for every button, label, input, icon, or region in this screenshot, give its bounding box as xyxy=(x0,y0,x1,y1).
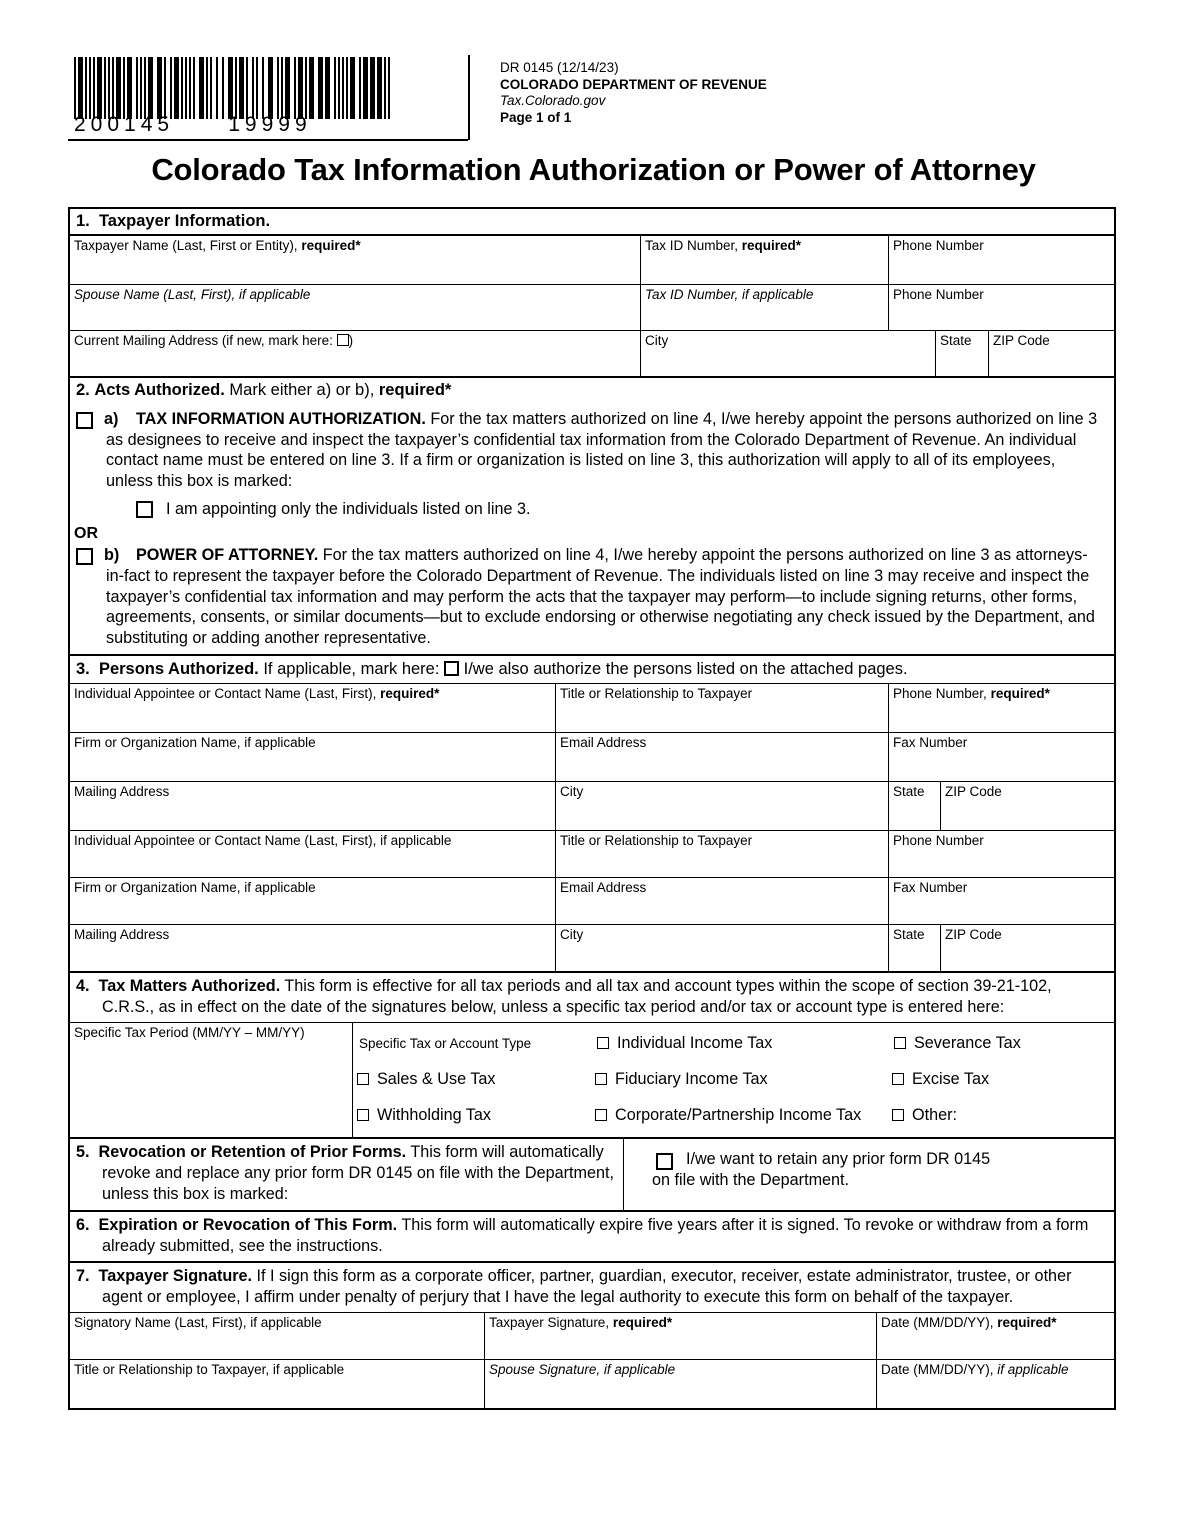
appointee1-name-required: required* xyxy=(380,686,440,702)
spouse-phone-field[interactable] xyxy=(888,285,1114,330)
section1-row-1 xyxy=(70,234,1114,284)
section7-line1: If I sign this form as a corporate officer, partner, guardian, executor, receiver, estate administrator, xyxy=(252,1267,953,1286)
individual-income-tax-checkbox[interactable] xyxy=(597,1037,609,1049)
appointee1-address-field[interactable] xyxy=(70,782,555,830)
appointee2-fax-field[interactable] xyxy=(888,878,1114,924)
appointee1-row-3 xyxy=(70,781,1114,830)
excise-tax-label: Excise Tax xyxy=(912,1069,990,1088)
fiduciary-income-tax-label: Fiduciary Income Tax xyxy=(615,1069,768,1088)
section7-line2: trustee, or other agent or employee, I affirm under penalty of perjury that I have the legal authority to execute this form xyxy=(102,1267,1072,1307)
signatory-name-field[interactable] xyxy=(70,1313,484,1359)
state-field[interactable] xyxy=(935,331,988,376)
section3-tail: I/we also authorize the persons listed on the attached pages. xyxy=(459,660,908,679)
appointee1-phone-field[interactable] xyxy=(888,684,1114,732)
tax-info-authorization-checkbox[interactable] xyxy=(76,412,93,429)
section4-table xyxy=(70,1022,1114,1137)
new-address-checkbox[interactable] xyxy=(337,334,349,346)
section5-line3: on file with the Department, unless this box is marked: xyxy=(102,1164,614,1204)
zip-label: ZIP Code xyxy=(993,333,1050,348)
appointee1-zip-label: ZIP Code xyxy=(945,784,1002,800)
section1-row-2 xyxy=(70,284,1114,330)
zip-field[interactable] xyxy=(988,331,1114,376)
attached-pages-checkbox[interactable] xyxy=(444,661,459,676)
other-tax-checkbox[interactable] xyxy=(892,1109,904,1121)
appointee1-email-label: Email Address xyxy=(560,735,647,751)
appointee2-name-field[interactable] xyxy=(70,831,555,877)
appointing-only-individuals-label: I am appointing only the individuals listed on line 3. xyxy=(166,500,531,519)
section1-number: 1. xyxy=(76,212,90,230)
option-b-letter: b) xyxy=(104,546,120,565)
option-b-body: For the tax matters authorized on line 4, I/we hereby appoint the persons authorized on line 3 as attorneys-in-fact to represent the taxpayer before the Colorado Department of Revenue. The individuals listed on line 3 may receive and inspect the taxpayer’s confidential tax information and may perform the acts that the taxpayer may perform—to include signing returns, other forms, agreements, consents, or similar documents—but to exclude endorsing or otherwise negotiating any check issued by the Department, and substituting or adding another representative. xyxy=(106,546,1095,647)
specific-tax-type-label: Specific Tax or Account Type xyxy=(359,1035,532,1051)
appointee2-city-label: City xyxy=(560,927,584,943)
corporate-partnership-income-tax-option[interactable] xyxy=(595,1106,892,1125)
section1-heading xyxy=(70,209,1114,234)
withholding-tax-checkbox[interactable] xyxy=(357,1109,369,1121)
appointee2-firm-label: Firm or Organization Name, if applicable xyxy=(74,880,316,896)
section4-line1: This form is effective for all tax periods and all tax and account types within the scope of xyxy=(280,977,914,996)
appointee1-city-field[interactable] xyxy=(555,782,888,830)
barcode-number: 200145 19999 xyxy=(74,113,312,136)
excise-tax-option[interactable] xyxy=(892,1070,1114,1089)
signature-row-1 xyxy=(70,1312,1114,1359)
appointee2-row-3 xyxy=(70,924,1114,971)
section4-heading xyxy=(70,971,1114,1022)
taxpayer-taxid-field[interactable] xyxy=(640,236,888,284)
taxpayer-name-label: Taxpayer Name (Last, First or Entity), xyxy=(74,238,302,253)
section3-title: Persons Authorized. xyxy=(98,660,259,679)
fiduciary-income-tax-checkbox[interactable] xyxy=(595,1073,607,1085)
appointee1-name-label: Individual Appointee or Contact Name (Last, First), xyxy=(74,686,381,702)
appointee2-state-label: State xyxy=(893,927,925,943)
page-title: Colorado Tax Information Authorization or Power of Attorney xyxy=(151,152,1036,187)
appointee2-zip-field[interactable] xyxy=(940,925,1114,971)
appointee1-title-label: Title or Relationship to Taxpayer xyxy=(560,686,753,702)
appointee1-fax-field[interactable] xyxy=(888,733,1114,781)
appointee2-row-1 xyxy=(70,830,1114,877)
appointee1-phone-required: required* xyxy=(990,686,1050,702)
section4-number: 4. xyxy=(76,977,90,996)
form-body xyxy=(68,207,1116,1410)
retain-prior-form-label-line1: I/we want to retain any prior form DR 0145 xyxy=(686,1150,991,1169)
appointee2-city-field[interactable] xyxy=(555,925,888,971)
appointee2-email-label: Email Address xyxy=(560,880,647,896)
header-text-block xyxy=(500,60,767,126)
section2-number: 2. xyxy=(76,381,90,399)
spouse-signature-label: Spouse Signature, if applicable xyxy=(489,1362,676,1378)
section1-title: Taxpayer Information. xyxy=(98,212,271,230)
corporate-partnership-income-tax-checkbox[interactable] xyxy=(595,1109,607,1121)
signature-date-required: required* xyxy=(997,1315,1057,1331)
appointee1-state-label: State xyxy=(893,784,925,800)
section3-number: 3. xyxy=(76,660,90,679)
acts-option-a xyxy=(106,409,1104,491)
page-info: Page 1 of 1 xyxy=(500,109,572,125)
acts-option-b xyxy=(106,545,1104,648)
section5-title: Revocation or Retention of Prior Forms. xyxy=(98,1143,407,1162)
barcode-block xyxy=(68,55,470,140)
appointee2-fax-label: Fax Number xyxy=(893,880,968,896)
tax-type-checkbox-grid xyxy=(353,1023,1114,1137)
specific-tax-period-label: Specific Tax Period (MM/YY – MM/YY) xyxy=(74,1025,305,1041)
appointee1-name-field[interactable] xyxy=(70,684,555,732)
section4-line3: account type is entered here: xyxy=(795,998,1005,1017)
section5-line2: automatically revoke and replace any prior form DR 0145 xyxy=(102,1143,604,1183)
taxpayer-phone-label: Phone Number xyxy=(893,238,984,253)
appointee2-state-field[interactable] xyxy=(888,925,940,971)
appointee2-phone-label: Phone Number xyxy=(893,833,984,849)
retain-prior-form-label-line2: on file with the Department. xyxy=(652,1171,850,1190)
appointee1-address-label: Mailing Address xyxy=(74,784,170,800)
option-a-letter: a) xyxy=(104,410,119,428)
appointee2-row-2 xyxy=(70,877,1114,924)
appointee1-fax-label: Fax Number xyxy=(893,735,968,751)
appointee1-city-label: City xyxy=(560,784,584,800)
appointee2-title-field[interactable] xyxy=(555,831,888,877)
section6-title: Expiration or Revocation of This Form. xyxy=(98,1216,398,1235)
signature-date-field[interactable] xyxy=(876,1313,1114,1359)
taxpayer-signature-field[interactable] xyxy=(484,1313,876,1359)
individual-income-tax-label: Individual Income Tax xyxy=(617,1033,773,1052)
corporate-partnership-income-tax-label: Corporate/Partnership Income Tax xyxy=(615,1105,862,1124)
sales-use-tax-option[interactable] xyxy=(357,1070,595,1089)
retain-prior-form-checkbox[interactable] xyxy=(656,1153,673,1170)
signature-row-2 xyxy=(70,1359,1114,1408)
spouse-name-label: Spouse Name (Last, First), if applicable xyxy=(74,287,311,302)
appointee1-title-field[interactable] xyxy=(555,684,888,732)
taxpayer-name-field[interactable] xyxy=(70,236,640,284)
severance-tax-label: Severance Tax xyxy=(914,1033,1021,1052)
section2-heading xyxy=(70,378,1114,404)
appointee1-zip-field[interactable] xyxy=(940,782,1114,830)
barcode-image xyxy=(74,57,394,119)
signature-date-label: Date (MM/DD/YY), xyxy=(881,1315,998,1331)
specific-tax-period-field[interactable] xyxy=(70,1023,353,1137)
signatory-title-label: Title or Relationship to Taxpayer, if applicable xyxy=(74,1362,345,1378)
agency-website: Tax.Colorado.gov xyxy=(500,93,606,108)
individual-income-tax-option[interactable] xyxy=(597,1034,894,1053)
tax-type-row-2 xyxy=(357,1061,1114,1097)
withholding-tax-option[interactable] xyxy=(357,1106,595,1125)
tax-type-row-1 xyxy=(357,1025,1114,1061)
taxpayer-name-required: required* xyxy=(301,238,361,253)
section6 xyxy=(70,1210,1114,1261)
taxpayer-phone-field[interactable] xyxy=(888,236,1114,284)
sales-use-tax-checkbox[interactable] xyxy=(357,1073,369,1085)
appointee2-name-label: Individual Appointee or Contact Name (Last, First), if applicable xyxy=(74,833,452,849)
section7-heading xyxy=(70,1261,1114,1312)
appointee1-phone-label: Phone Number, xyxy=(893,686,991,702)
appointee2-address-field[interactable] xyxy=(70,925,555,971)
state-label: State xyxy=(940,333,972,348)
appointee1-state-field[interactable] xyxy=(888,782,940,830)
city-label: City xyxy=(645,333,669,348)
section5-number: 5. xyxy=(76,1143,90,1162)
signatory-name-label: Signatory Name (Last, First), if applicable xyxy=(74,1315,322,1331)
signatory-title-field[interactable] xyxy=(70,1360,484,1408)
severance-tax-option[interactable] xyxy=(894,1034,1114,1053)
barcode-underline xyxy=(68,139,468,141)
appointing-only-individuals-row xyxy=(166,499,1114,519)
spouse-name-field[interactable] xyxy=(70,285,640,330)
taxpayer-taxid-required: required* xyxy=(741,238,802,253)
section6-number: 6. xyxy=(76,1216,90,1235)
section2 xyxy=(70,376,1114,654)
other-tax-option[interactable] xyxy=(892,1106,1114,1125)
spouse-taxid-label: Tax ID Number, if applicable xyxy=(645,287,814,302)
spouse-date-label: Date (MM/DD/YY), xyxy=(881,1362,998,1378)
appointee1-row-2 xyxy=(70,732,1114,781)
option-a-lead: TAX INFORMATION AUTHORIZATION. xyxy=(136,410,426,428)
agency-name: COLORADO DEPARTMENT OF REVENUE xyxy=(500,76,767,92)
other-tax-label: Other: xyxy=(912,1105,957,1124)
section5 xyxy=(70,1137,1114,1210)
taxpayer-signature-required: required* xyxy=(612,1315,673,1331)
section4-line2: section 39-21-102, C.R.S., as in effect on the date of the signatures below, unless a specific tax period and/or tax or xyxy=(102,977,1052,1017)
taxpayer-taxid-label: Tax ID Number, xyxy=(645,238,742,253)
appointee2-phone-field[interactable] xyxy=(888,831,1114,877)
section3-mid: If applicable, mark here: xyxy=(258,660,445,679)
spouse-signature-date-field[interactable] xyxy=(876,1360,1114,1408)
appointee1-firm-field[interactable] xyxy=(70,733,555,781)
tax-type-row-3 xyxy=(357,1097,1114,1133)
spouse-taxid-field[interactable] xyxy=(640,285,888,330)
form-number: DR 0145 (12/14/23) xyxy=(500,60,619,75)
withholding-tax-label: Withholding Tax xyxy=(377,1105,491,1124)
taxpayer-signature-label: Taxpayer Signature, xyxy=(489,1315,613,1331)
appointee1-row-1 xyxy=(70,683,1114,732)
excise-tax-checkbox[interactable] xyxy=(892,1073,904,1085)
section5-line1: This form will xyxy=(406,1143,505,1162)
section7-line3: on behalf of the taxpayer. xyxy=(831,1288,1014,1307)
appointee2-email-field[interactable] xyxy=(555,878,888,924)
spouse-phone-label: Phone Number xyxy=(893,287,984,302)
spouse-signature-field[interactable] xyxy=(484,1360,876,1408)
section5-description xyxy=(70,1139,624,1210)
appointee2-title-label: Title or Relationship to Taxpayer xyxy=(560,833,753,849)
mailing-address-field[interactable] xyxy=(70,331,640,376)
section2-required: required* xyxy=(378,381,452,399)
section7-number: 7. xyxy=(76,1267,90,1286)
appointing-only-individuals-checkbox[interactable] xyxy=(136,501,153,518)
power-of-attorney-checkbox[interactable] xyxy=(76,548,93,565)
sales-use-tax-label: Sales & Use Tax xyxy=(377,1069,496,1088)
mailing-address-label: Current Mailing Address (if new, mark here: xyxy=(74,333,337,348)
section7-title: Taxpayer Signature. xyxy=(98,1267,253,1286)
appointee2-address-label: Mailing Address xyxy=(74,927,170,943)
section6-line2: To revoke or withdraw from a form already submitted, see the instructions. xyxy=(102,1216,1089,1256)
city-field[interactable] xyxy=(640,331,935,376)
section4-title: Tax Matters Authorized. xyxy=(98,977,281,996)
appointee1-email-field[interactable] xyxy=(555,733,888,781)
fiduciary-income-tax-option[interactable] xyxy=(595,1070,892,1089)
section3-heading xyxy=(70,654,1114,683)
section2-title: Acts Authorized. xyxy=(94,381,225,399)
section1-row-3 xyxy=(70,330,1114,376)
option-b-lead: POWER OF ATTORNEY. xyxy=(136,546,319,565)
section2-subtitle: Mark either a) or b), xyxy=(224,381,379,399)
form-header xyxy=(68,55,1120,140)
appointee2-zip-label: ZIP Code xyxy=(945,927,1002,943)
or-separator: OR xyxy=(74,525,98,543)
appointee2-firm-field[interactable] xyxy=(70,878,555,924)
section6-line1: This form will automatically expire five years after it is signed. xyxy=(397,1216,840,1235)
spouse-date-label-italic: if applicable xyxy=(997,1362,1069,1378)
option-a-body: For the tax matters authorized on line 4, I/we hereby appoint the persons authorized on line 3 as designees to receive and inspect the taxpayer’s confidential tax information from the Colorado Department of Revenue. An individual contact name must be entered on line 3. If a firm or organization is listed on line 3, this authorization will apply to all of its employees, unless this box is marked: xyxy=(106,410,1098,490)
appointee1-firm-label: Firm or Organization Name, if applicable xyxy=(74,735,316,751)
retain-prior-form-option[interactable] xyxy=(624,1139,1114,1210)
mailing-address-label-close: ) xyxy=(348,333,354,348)
severance-tax-checkbox[interactable] xyxy=(894,1037,906,1049)
